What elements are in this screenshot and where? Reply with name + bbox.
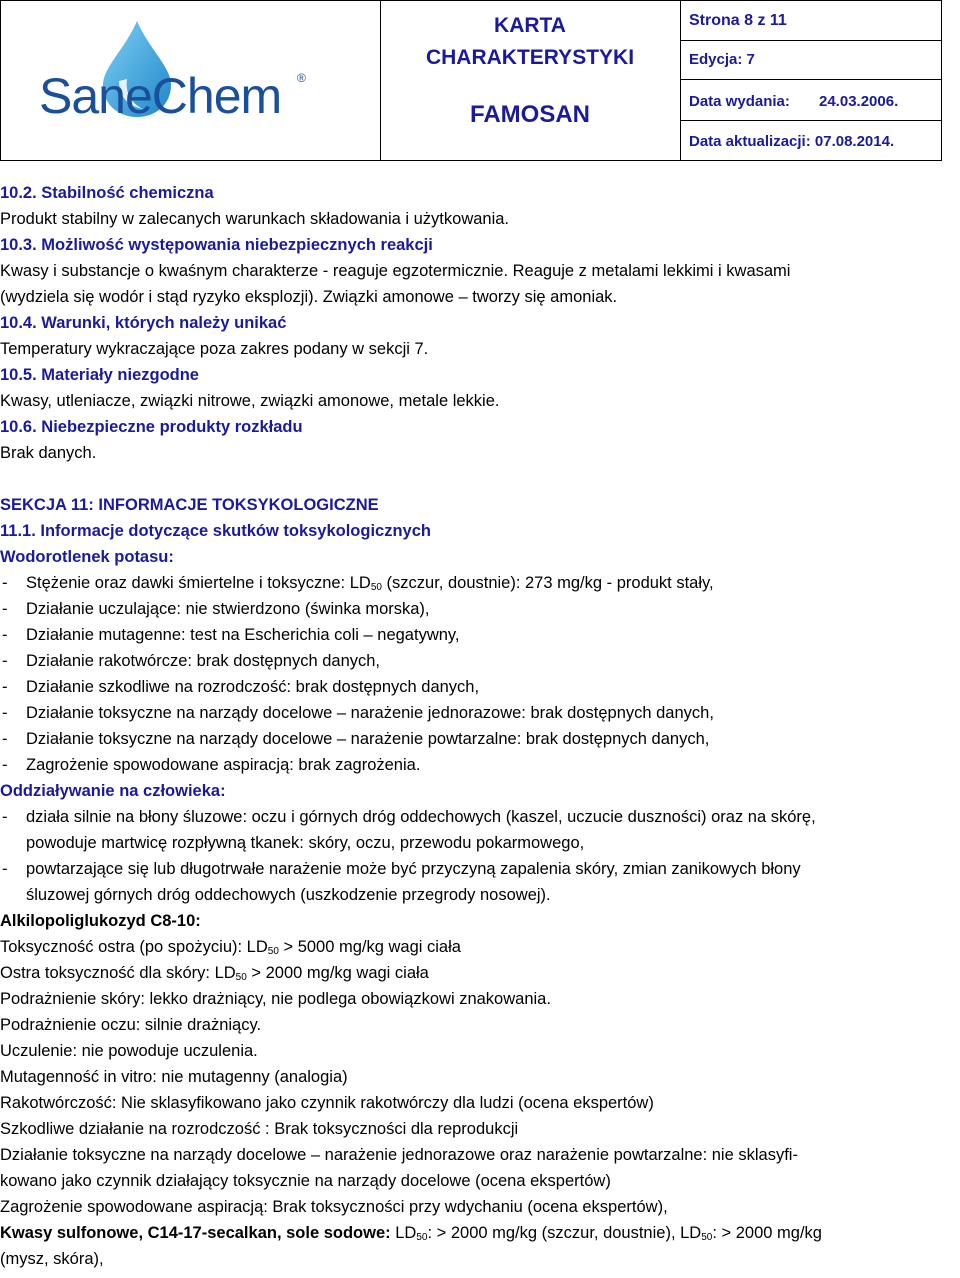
document-body [0,180,958,1272]
list-item: - Działanie uczulające: nie stwierdzono (świnka morska), [2,600,430,618]
list-item: - Działanie rakotwórcze: brak dostępnych danych, [2,652,381,670]
koh-b8: Zagrożenie spowodowane aspiracją: brak zagrożenia. [26,756,421,774]
apg-line-6: Mutagenność in vitro: nie mutagenny (analogia) [0,1068,348,1086]
koh-b1-pre: Stężenie oraz dawki śmiertelne i toksyczne: LD [26,574,371,592]
registered-mark: ® [297,71,306,85]
meta-cell [681,1,941,160]
document-title [380,10,680,74]
human-title: Oddziaływanie na człowieka: [0,782,226,800]
section-10-3-title: 10.3. Możliwość występowania niebezpiecznych reakcji [0,236,433,254]
apg-title: Alkilopoliglukozyd C8-10: [0,912,201,930]
human-b2-l1: powtarzające się lub długotrwałe narażenie może być przyczyną zapalenia skóry, zmian zanikowych błony [26,860,801,878]
section-10-6-text: Brak danych. [0,444,97,462]
human-b1-l1: działa silnie na błony śluzowe: oczu i górnych dróg oddechowych (kaszel, uczucie duszności) oraz na skórę, [26,808,816,826]
human-b1-l2: powoduje martwicę rozpływną tkanek: skóry, oczu, przewodu pokarmowego, [26,834,585,852]
list-item: - Działanie szkodliwe na rozrodczość: brak dostępnych danych, [2,678,480,696]
update-row [681,120,941,160]
list-item: - Zagrożenie spowodowane aspiracją: brak zagrożenia. [2,756,421,774]
edition: Edycja: 7 [689,51,755,68]
product-name: FAMOSAN [470,101,590,128]
title-line-1: KARTA [494,14,566,37]
issue-date: 24.03.2006. [819,93,899,110]
title-cell [380,1,681,160]
list-item: - działa silnie na błony śluzowe: oczu i górnych dróg oddechowych (kaszel, uczucie duszności) oraz na skórę, [2,808,816,826]
koh-b5: Działanie szkodliwe na rozrodczość: brak dostępnych danych, [26,678,480,696]
section-10-5-text: Kwasy, utleniacze, związki nitrowe, związki amonowe, metale lekkie. [0,392,500,410]
apg-line-5: Uczulenie: nie powoduje uczulenia. [0,1042,258,1060]
list-item: - Działanie toksyczne na narządy docelowe – narażenie powtarzalne: brak dostępnych danych, [2,730,710,748]
logo-cell [1,1,381,160]
section-10-3-line-2: (wydziela się wodór i stąd ryzyko eksplozji). Związki amonowe – tworzy się amoniak. [0,288,618,306]
spacer [0,466,958,492]
section-11-1-title: 11.1. Informacje dotyczące skutków toksykologicznych [0,522,431,540]
apg-line-8: Szkodliwe działanie na rozrodczość : Brak toksyczności dla reprodukcji [0,1120,519,1138]
list-item: - Działanie mutagenne: test na Escherichia coli – negatywny, [2,626,460,644]
logo-chem: Chem [151,68,282,124]
section-10-2-text: Produkt stabilny w zalecanych warunkach składowania i użytkowania. [0,210,510,228]
section-11-title: SEKCJA 11: INFORMACJE TOKSYKOLOGICZNE [0,496,379,514]
page-row [681,1,941,41]
sanechem-logo [39,67,281,125]
apg-line-4: Podrażnienie oczu: silnie drażniący. [0,1016,262,1034]
apg-line-7: Rakotwórczość: Nie sklasyfikowano jako czynnik rakotwórczy dla ludzi (ocena ekspertów) [0,1094,654,1112]
issue-label: Data wydania: [689,93,790,110]
koh-b4: Działanie rakotwórcze: brak dostępnych danych, [26,652,381,670]
apg-line-11: Zagrożenie spowodowane aspiracją: Brak toksyczności przy wdychaniu (ocena ekspertów), [0,1198,668,1216]
section-10-5-title: 10.5. Materiały niezgodne [0,366,199,384]
section-10-6-title: 10.6. Niebezpieczne produkty rozkładu [0,418,303,436]
document-header [0,0,942,161]
issue-row [681,79,941,121]
page-number: Strona 8 z 11 [689,12,787,29]
title-line-2: CHARAKTERYSTYKI [425,46,635,69]
sulfonate-title: Kwasy sulfonowe, C14-17-secalkan, sole sodowe: [0,1224,391,1242]
section-10-3-line-1: Kwasy i substancje o kwaśnym charakterze - reaguje egzotermicznie. Reaguje z metalami lekkimi i kwasami [0,262,791,280]
apg-line-9: Działanie toksyczne na narządy docelowe – narażenie jednorazowe oraz narażenie powtarzalne: nie sklasyfi- [0,1146,798,1164]
koh-b3: Działanie mutagenne: test na Escherichia coli – negatywny, [26,626,460,644]
apg-line-1: Toksyczność ostra (po spożyciu): $LD_{50} > 5000$ mg/kg wagi ciała [0,938,461,957]
section-10-4-text: Temperatury wykraczające poza zakres podany w sekcji 7. [0,340,429,358]
koh-b7: Działanie toksyczne na narządy docelowe – narażenie powtarzalne: brak dostępnych danych, [26,730,710,748]
list-item: - Stężenie oraz dawki śmiertelne i toksyczne: $LD_{50}$ (szczur, doustnie): 273 mg/kg - produkt stały, [2,574,714,593]
apg-line-3: Podrażnienie skóry: lekko drażniący, nie podlega obowiązkowi znakowania. [0,990,551,1008]
list-item: - powtarzające się lub długotrwałe narażenie może być przyczyną zapalenia skóry, zmian zanikowych błony [2,860,801,878]
list-item: - Działanie toksyczne na narządy docelowe – narażenie jednorazowe: brak dostępnych danych, [2,704,714,722]
section-10-4-title: 10.4. Warunki, których należy unikać [0,314,287,332]
edition-row [681,40,941,80]
sulfonate-line-2: (mysz, skóra), [0,1250,104,1268]
koh-title: Wodorotlenek potasu: [0,548,174,566]
apg-line-10: kowano jako czynnik działający toksycznie na narządy docelowe (ocena ekspertów) [0,1172,611,1190]
koh-b1-sub: 50 [370,582,382,593]
section-10-2-title: 10.2. Stabilność chemiczna [0,184,214,202]
sulfonate-line-1: Kwasy sulfonowe, C14-17-secalkan, sole sodowe: $LD_{50}$: > 2000 mg/kg (szczur, doustnie), $LD_{50}$: > 2000 mg/kg [0,1224,822,1243]
koh-b6: Działanie toksyczne na narządy docelowe – narażenie jednorazowe: brak dostępnych danych, [26,704,714,722]
logo-sane: Sane [39,68,152,124]
koh-b2: Działanie uczulające: nie stwierdzono (świnka morska), [26,600,430,618]
update-date: Data aktualizacji: 07.08.2014. [689,133,895,150]
apg-line-2: Ostra toksyczność dla skóry: $LD_{50} > 2000$ mg/kg wagi ciała [0,964,429,983]
human-b2-l2: śluzowej górnych dróg oddechowych (uszkodzenie przegrody nosowej). [26,886,551,904]
koh-b1-post: (szczur, doustnie): 273 mg/kg - produkt stały, [381,574,714,592]
